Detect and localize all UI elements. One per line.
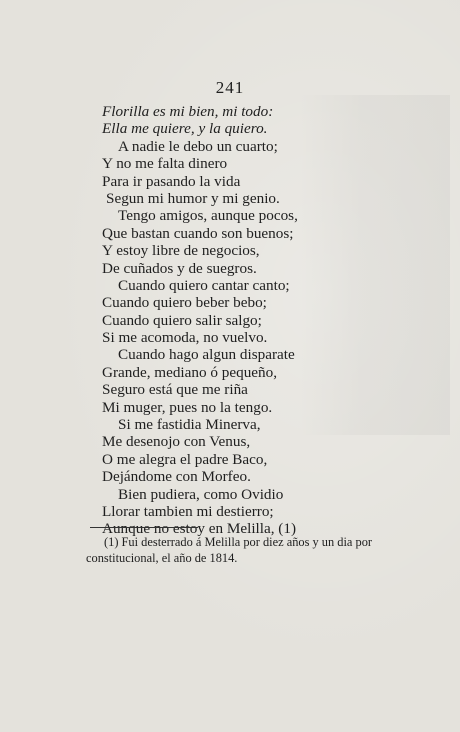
verse-line: Para ir pasando la vida	[102, 172, 241, 190]
verse-line: Me desenojo con Venus,	[102, 433, 251, 451]
verse-line: Bien pudiera, como Ovidio	[118, 485, 284, 503]
verse-line: Ella me quiere, y la quiero.	[102, 120, 268, 138]
verse-line: Y estoy libre de negocios,	[102, 242, 260, 260]
verse-line: Tengo amigos, aunque pocos,	[118, 207, 298, 225]
verse-line: Cuando hago algun disparate	[118, 346, 295, 364]
verse-line: Grande, mediano ó pequeño,	[102, 363, 278, 381]
verse-line: Florilla es mi bien, mi todo:	[102, 103, 274, 120]
verse-line: Aunque no estoy en Melilla, (1)	[102, 520, 297, 538]
verse-line: Y no me falta dinero	[102, 155, 228, 173]
verse-line: Segun mi humor y mi genio.	[106, 189, 280, 207]
verse-line: Dejándome con Morfeo.	[102, 468, 251, 486]
footnote: (1) Fui desterrado á Melilla por diez años y un dia por constitucional, el año de 1814.	[86, 535, 373, 565]
page-number: 241	[215, 78, 245, 97]
verse-line: Si me acomoda, no vuelvo.	[102, 329, 268, 347]
verse-line: Mi muger, pues no la tengo.	[102, 398, 273, 416]
poem-stanzas	[102, 103, 372, 538]
verse-line: A nadie le debo un cuarto;	[118, 137, 278, 155]
verse-line: Llorar tambien mi destierro;	[102, 502, 274, 520]
verse-line: Cuando quiero salir salgo;	[102, 311, 262, 329]
verse-line: Cuando quiero cantar canto;	[118, 276, 290, 294]
footnote-divider	[90, 527, 198, 528]
verse-line: De cuñados y de suegros.	[102, 259, 257, 277]
verse-line: Seguro está que me riña	[102, 381, 248, 399]
verse-line: O me alegra el padre Baco,	[102, 450, 268, 468]
verse-line: Que bastan cuando son buenos;	[102, 224, 294, 242]
verse-line: Si me fastidia Minerva,	[118, 416, 261, 434]
verse-line: Cuando quiero beber bebo;	[102, 294, 267, 312]
